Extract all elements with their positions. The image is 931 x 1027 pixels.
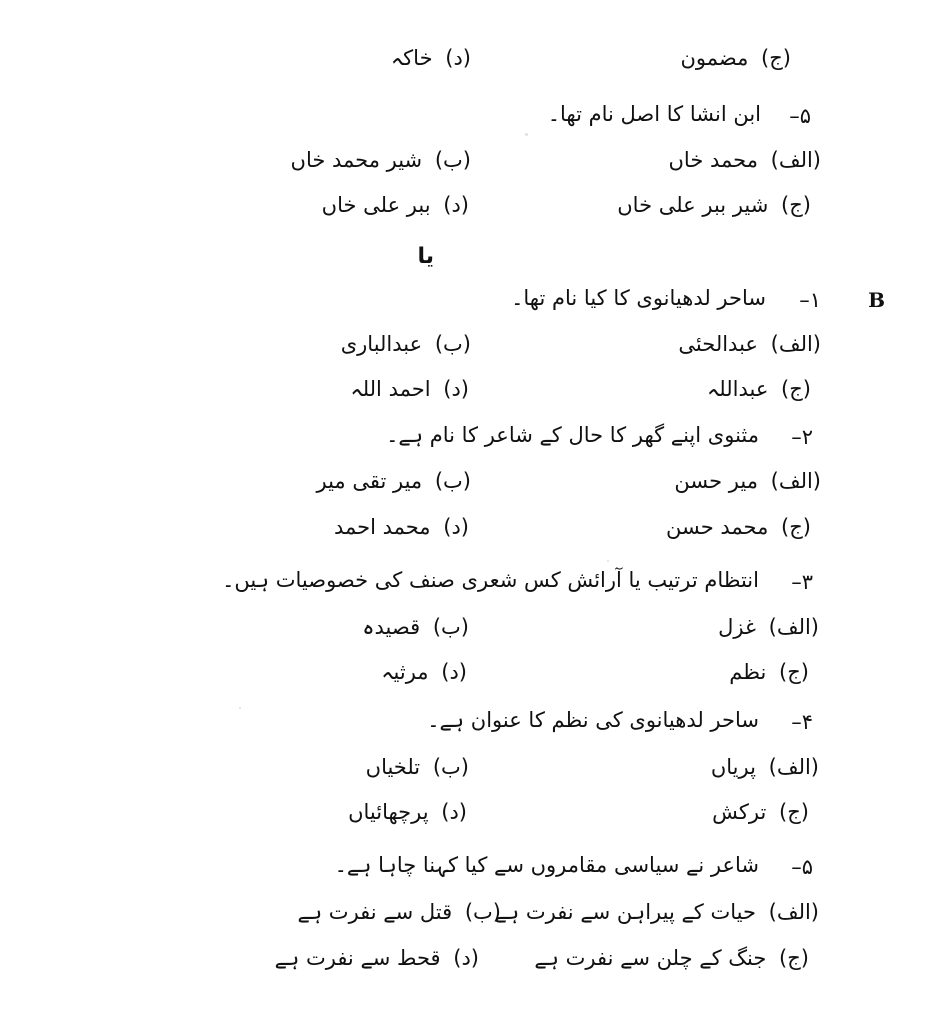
question-number: ۵–	[791, 855, 813, 879]
option-tag: (الف)	[770, 469, 821, 493]
option-cell	[729, 662, 809, 683]
option-cell	[275, 948, 479, 969]
option-tag: (ج)	[781, 377, 811, 401]
option-cell	[712, 802, 809, 823]
option-text: قتل سے نفرت ہے	[297, 900, 453, 924]
option-text: شیر ببر علی خاں	[617, 193, 769, 217]
option-text: مرثیہ	[381, 660, 429, 684]
option-tag: (الف)	[768, 615, 819, 639]
option-cell	[669, 150, 822, 171]
option-cell	[707, 379, 811, 400]
option-text: محمد احمد	[333, 515, 431, 539]
scan-speckle	[239, 707, 241, 709]
question-stem: انتظام ترتیب یا آرائش کس شعری صنف کی خصوصیات ہیں۔	[222, 568, 759, 592]
option-text: میر حسن	[674, 469, 758, 493]
option-text: احمد اللہ	[350, 377, 431, 401]
option-cell	[322, 195, 469, 216]
question-number: ۵–	[789, 104, 811, 128]
option-text: قصیدہ	[362, 615, 421, 639]
option-tag: (د)	[441, 660, 467, 684]
question-number: ۴–	[791, 710, 813, 734]
option-tag: (ج)	[779, 800, 809, 824]
option-tag: (ب)	[434, 469, 471, 493]
option-cell	[366, 757, 469, 778]
option-cell	[348, 802, 467, 823]
option-text: غزل	[718, 615, 756, 639]
option-text: عبدالحئی	[678, 332, 758, 356]
option-tag: (د)	[441, 800, 467, 824]
option-text: تلخیاں	[365, 755, 421, 779]
option-text: نظم	[729, 660, 767, 684]
question-stem: ساحر لدھیانوی کی نظم کا عنوان ہے۔	[427, 708, 759, 732]
option-text: شیر محمد خاں	[290, 148, 423, 172]
option-text: پرچھائیاں	[348, 800, 429, 824]
option-tag: (د)	[453, 946, 479, 970]
option-tag: (د)	[443, 515, 469, 539]
option-text: محمد حسن	[666, 515, 769, 539]
option-tag: (الف)	[768, 900, 819, 924]
option-cell	[291, 150, 471, 171]
option-text: خاکہ	[390, 46, 433, 70]
option-text: محمد خاں	[668, 148, 758, 172]
option-cell	[316, 471, 471, 492]
option-tag: (د)	[443, 193, 469, 217]
option-text: عبداللہ	[706, 377, 769, 401]
question-number: ۲–	[791, 425, 813, 449]
option-text: ترکش	[712, 800, 767, 824]
option-cell	[680, 48, 791, 69]
section-letter-b: B	[868, 288, 885, 312]
option-tag: (ج)	[781, 515, 811, 539]
option-tag: (الف)	[768, 755, 819, 779]
option-tag: (الف)	[770, 148, 821, 172]
option-text: میر تقی میر	[316, 469, 423, 493]
option-text: ببر علی خاں	[321, 193, 431, 217]
option-tag: (ج)	[779, 946, 809, 970]
option-tag: (ج)	[761, 46, 791, 70]
option-cell	[718, 617, 819, 638]
option-tag: (ب)	[432, 755, 469, 779]
scan-speckle	[525, 133, 528, 136]
option-tag: (د)	[445, 46, 471, 70]
question-stem: مثنوی اپنے گھر کا حال کے شاعر کا نام ہے۔	[386, 423, 759, 447]
option-text: جنگ کے چلن سے نفرت ہے	[534, 946, 767, 970]
option-cell	[298, 902, 501, 923]
option-cell	[341, 334, 471, 355]
option-cell	[350, 379, 469, 400]
option-tag: (ب)	[434, 332, 471, 356]
question-number: ۳–	[791, 570, 813, 594]
question-stem: ساحر لدھیانوی کا کیا نام تھا۔	[511, 286, 766, 310]
option-cell	[495, 902, 819, 923]
option-cell	[391, 48, 471, 69]
option-tag: (د)	[443, 377, 469, 401]
scan-speckle	[607, 560, 609, 562]
option-cell	[674, 471, 821, 492]
option-cell	[381, 662, 467, 683]
option-tag: (ب)	[432, 615, 469, 639]
option-cell	[617, 195, 811, 216]
option-cell	[678, 334, 821, 355]
option-tag: (ج)	[781, 193, 811, 217]
option-cell	[334, 517, 469, 538]
option-tag: (الف)	[770, 332, 821, 356]
option-text: عبدالباری	[340, 332, 423, 356]
or-divider: یا	[417, 244, 434, 269]
option-text: مضمون	[680, 46, 749, 70]
option-tag: (ب)	[464, 900, 501, 924]
option-text: پریاں	[710, 755, 756, 779]
option-tag: (ج)	[779, 660, 809, 684]
option-cell	[534, 948, 809, 969]
option-text: حیات کے پیراہن سے نفرت ہے	[494, 900, 756, 924]
option-text: قحط سے نفرت ہے	[274, 946, 441, 970]
question-stem: ابن انشا کا اصل نام تھا۔	[547, 102, 761, 126]
option-cell	[666, 517, 811, 538]
option-tag: (ب)	[434, 148, 471, 172]
question-number: ١–	[799, 288, 821, 312]
question-stem: شاعر نے سیاسی مقامروں سے کیا کہنا چاہا ہے۔	[334, 853, 759, 877]
option-cell	[362, 617, 469, 638]
option-cell	[711, 757, 819, 778]
